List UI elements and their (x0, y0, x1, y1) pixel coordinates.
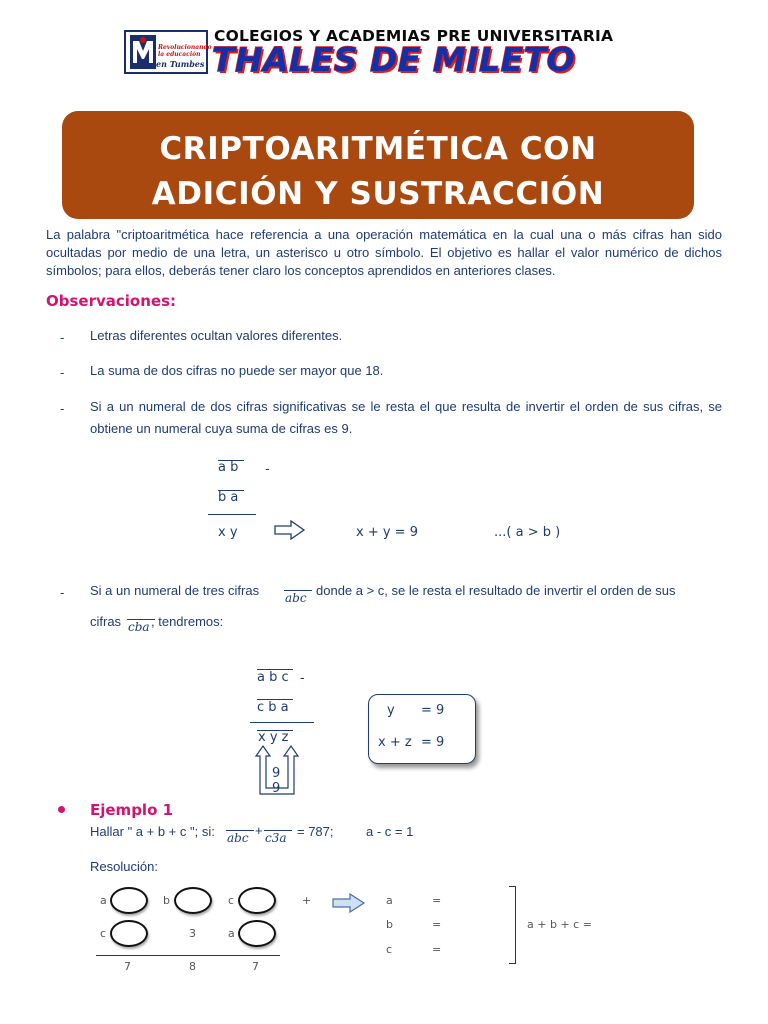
intro-paragraph: La palabra "criptoaritmética hace referencia a una operación matemática en la cual una o más cifras han sido ocultadas por medio de una letra, un asterisco u otro símbolo. El objetivo es hallar el valor numérico de dichos símbolos; para ellos, deberás tener claro los conceptos aprendidos en anteriores clases. (46, 227, 722, 278)
minus-sign: - (300, 671, 305, 686)
result-box (368, 694, 476, 764)
digit-label: a (228, 927, 235, 940)
digit-circle[interactable] (110, 920, 148, 947)
digit-circle[interactable] (110, 887, 148, 914)
digit-label: c (228, 894, 235, 907)
var-label: b (386, 918, 393, 931)
page-title (62, 111, 694, 219)
digit-value: 3 (189, 927, 196, 940)
logo-location: en Tumbes (156, 59, 205, 69)
result-xyz: x y z (258, 730, 289, 745)
sum-digit: 7 (252, 960, 259, 973)
title-line-1: CRIPTOARITMÉTICA CON (159, 131, 597, 167)
right-arrow-icon (274, 519, 306, 541)
example-text: Hallar " a + b + c "; si: (90, 824, 215, 839)
numeral-abc: abc (285, 591, 307, 605)
list-item: Si a un numeral de dos cifras significativas se le resta el que resulta de invertir el orden de sus cifras, se obtiene un numeral cuya suma de cifras es 9. (90, 399, 722, 436)
list-item-text: Si a un numeral de tres cifras (90, 583, 260, 598)
box-eq: = 9 (421, 735, 445, 750)
numeral-abc: a b c (257, 670, 289, 685)
list-item-text: cifras (90, 614, 122, 629)
numeral-ab: a b (218, 460, 239, 475)
result-xy: x y (218, 525, 238, 540)
numeral-ba: b a (218, 490, 239, 505)
list-item-text: , tendremos: (151, 614, 224, 629)
example-sum: = 787; (297, 824, 334, 839)
title-line-2: ADICIÓN Y SUSTRACCIÓN (151, 176, 605, 212)
box-eq: = 9 (421, 703, 445, 718)
header-subtitle: COLEGIOS Y ACADEMIAS PRE UNIVERSITARIA (214, 27, 614, 45)
plus-sign: + (255, 823, 263, 838)
nine-value: 9 (272, 781, 281, 796)
plus-sign: + (302, 894, 312, 907)
digit-circle[interactable] (238, 887, 276, 914)
logo-emblem-icon (130, 35, 156, 69)
var-label: a (386, 894, 393, 907)
list-dash: - (60, 365, 65, 380)
total-expression: a + b + c = (527, 918, 592, 931)
list-dash: - (60, 330, 65, 345)
bullet-icon (58, 806, 65, 813)
numeral-cba: c b a (257, 700, 289, 715)
example-condition: a - c = 1 (366, 824, 414, 839)
resolucion-label: Resolución: (90, 859, 158, 874)
digit-label: a (100, 894, 107, 907)
digit-circle[interactable] (174, 887, 212, 914)
digit-label: c (100, 927, 107, 940)
equals-sign: = (432, 918, 442, 931)
numeral-cba: cba (128, 620, 150, 634)
header-title: THALES DE MILETO (212, 40, 576, 79)
digit-circle[interactable] (238, 920, 276, 947)
bracket (509, 886, 516, 964)
sum-digit: 7 (124, 960, 131, 973)
observaciones-heading: Observaciones: (46, 292, 177, 310)
subtraction-line (250, 722, 314, 723)
subtraction-line (208, 514, 256, 515)
example-title: Ejemplo 1 (90, 801, 174, 819)
equals-sign: = (432, 894, 442, 907)
box-var-y: y (387, 703, 395, 718)
numeral-c3a: c3a (265, 831, 287, 845)
box-var-xz: x + z (378, 735, 412, 750)
condition-a-gt-b: ...( a > b ) (494, 525, 561, 540)
var-label: c (386, 943, 393, 956)
equation-x-y: x + y = 9 (356, 525, 418, 540)
equals-sign: = (432, 943, 442, 956)
sum-digit: 8 (189, 960, 196, 973)
digit-label: b (163, 894, 170, 907)
nine-value: 9 (272, 766, 281, 781)
logo-slogan: Revolucionando la educación (158, 44, 212, 58)
list-item: Letras diferentes ocultan valores diferentes. (90, 328, 343, 343)
minus-sign: - (265, 462, 270, 477)
school-logo (124, 30, 212, 74)
list-item-text: donde a > c, se le resta el resultado de invertir el orden de sus (316, 583, 676, 598)
list-dash: - (60, 585, 65, 600)
numeral-abc: abc (227, 831, 249, 845)
list-item: La suma de dos cifras no puede ser mayor que 18. (90, 363, 384, 378)
right-arrow-icon (332, 892, 366, 914)
list-dash: - (60, 401, 65, 416)
sum-line (96, 955, 280, 956)
